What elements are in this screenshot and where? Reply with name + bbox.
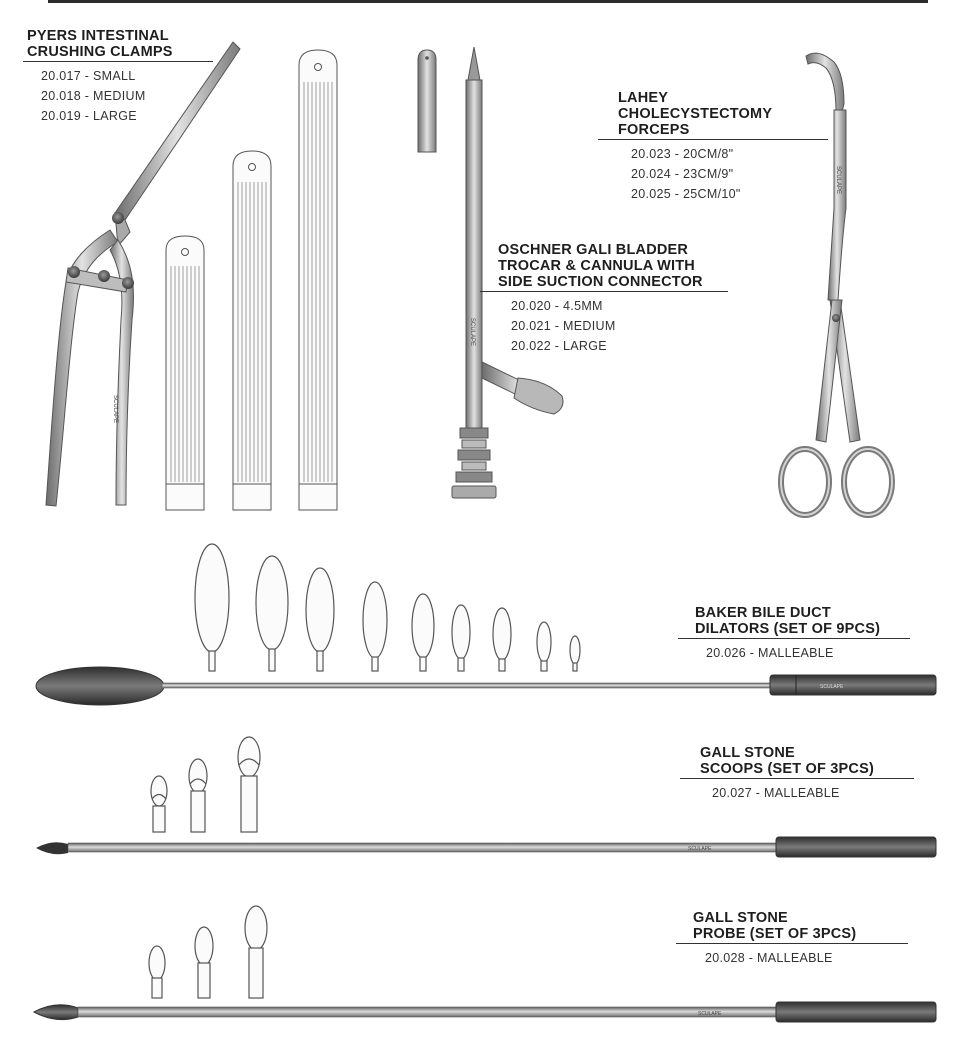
title-line: CRUSHING CLAMPS xyxy=(27,44,173,60)
title-line: BAKER BILE DUCT xyxy=(695,605,831,621)
title-underline xyxy=(678,638,910,639)
gall-stone-probe-codes xyxy=(676,948,908,968)
title-line: FORCEPS xyxy=(618,122,690,138)
trocar-brand-mark: SCULAPE xyxy=(469,318,475,347)
baker-dilators-label xyxy=(678,605,910,663)
jaw-guard-large xyxy=(299,50,337,510)
scoop-brand-mark: SCULAPE xyxy=(688,846,712,852)
probe-brand-mark: SCULAPE xyxy=(698,1011,722,1017)
baker-dilators-codes xyxy=(678,643,910,663)
product-code: 20.028 - MALLEABLE xyxy=(705,951,833,965)
crushing-clamps-title xyxy=(23,28,213,60)
jaw-guard-medium xyxy=(233,151,271,510)
probe-tips xyxy=(149,906,267,998)
title-line: DILATORS (SET OF 9PCS) xyxy=(695,621,881,637)
title-underline xyxy=(676,943,908,944)
title-line: LAHEY xyxy=(618,90,669,106)
dilator-brand-mark: SCULAPE xyxy=(820,684,844,690)
probe-shaft xyxy=(34,1002,936,1022)
title-line: CHOLECYSTECTOMY xyxy=(618,106,773,122)
product-code: 20.018 - MEDIUM xyxy=(41,89,146,103)
crushing-clamps-codes xyxy=(23,66,213,126)
title-underline xyxy=(680,778,914,779)
product-code: 20.026 - MALLEABLE xyxy=(706,646,834,660)
gall-stone-probe-title xyxy=(676,910,908,942)
scoop-tips xyxy=(151,737,260,832)
jaw-guard-small xyxy=(166,236,204,510)
product-code: 20.027 - MALLEABLE xyxy=(712,786,840,800)
scoop-shaft xyxy=(36,837,936,857)
trocar-cap-illustration xyxy=(418,50,436,152)
title-underline xyxy=(480,291,728,292)
title-line: SCOOPS (SET OF 3PCS) xyxy=(700,761,874,777)
gall-stone-scoops-codes xyxy=(680,783,914,803)
crushing-clamps-label xyxy=(23,28,213,126)
title-line: PROBE (SET OF 3PCS) xyxy=(693,926,857,942)
title-line: GALL STONE xyxy=(693,910,788,926)
title-line: OSCHNER GALI BLADDER xyxy=(498,242,689,258)
trocar-cannula-title xyxy=(480,242,728,290)
lahey-forceps-title xyxy=(598,90,828,138)
trocar-cannula-codes xyxy=(480,296,728,356)
baker-dilators-title xyxy=(678,605,910,637)
title-line: SIDE SUCTION CONNECTOR xyxy=(498,274,703,290)
product-code: 20.022 - LARGE xyxy=(511,339,607,353)
trocar-cannula-label xyxy=(480,242,728,356)
gall-stone-scoops-title xyxy=(680,745,914,777)
forceps-brand-mark: SCULAPE xyxy=(835,166,841,195)
title-line: GALL STONE xyxy=(700,745,795,761)
product-code: 20.019 - LARGE xyxy=(41,109,137,123)
dilator-tips xyxy=(195,544,580,671)
product-code: 20.023 - 20CM/8" xyxy=(631,147,734,161)
gall-stone-probe-label xyxy=(676,910,908,968)
product-code: 20.025 - 25CM/10" xyxy=(631,187,741,201)
title-underline xyxy=(23,61,213,62)
dilator-shaft xyxy=(36,667,936,705)
product-code: 20.017 - SMALL xyxy=(41,69,136,83)
lahey-forceps-label xyxy=(598,90,828,204)
clamp-brand-mark: SCULAPE xyxy=(112,395,118,424)
product-code: 20.024 - 23CM/9" xyxy=(631,167,734,181)
top-border-line xyxy=(48,0,928,3)
gall-stone-scoops-label xyxy=(680,745,914,803)
title-underline xyxy=(598,139,828,140)
product-code: 20.020 - 4.5MM xyxy=(511,299,603,313)
lahey-forceps-codes xyxy=(598,144,828,204)
product-code: 20.021 - MEDIUM xyxy=(511,319,616,333)
title-line: TROCAR & CANNULA WITH xyxy=(498,258,695,274)
title-line: PYERS INTESTINAL xyxy=(27,28,169,44)
